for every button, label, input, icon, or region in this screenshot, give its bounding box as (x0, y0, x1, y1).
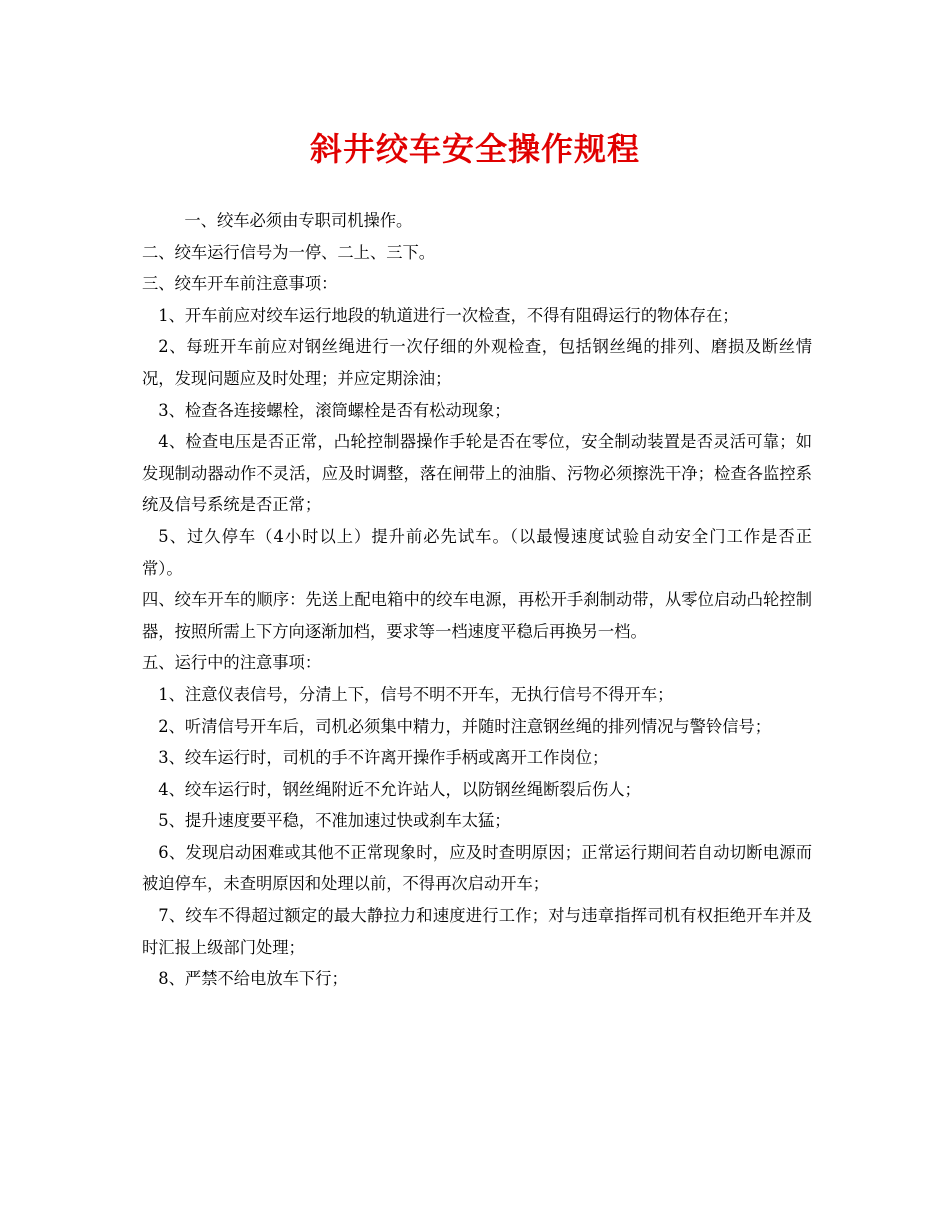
paragraph: 三、绞车开车前注意事项： (142, 274, 338, 294)
paragraph: 2、听清信号开车后，司机必须集中精力，并随时注意钢丝绳的排列情况与警铃信号； (158, 716, 772, 736)
paragraph: 二、绞车运行信号为一停、二上、三下。 (142, 242, 436, 262)
paragraph: 1、开车前应对绞车运行地段的轨道进行一次检查，不得有阻碍运行的物体存在； (158, 305, 739, 325)
document-body (142, 205, 812, 995)
paragraph: 3、检查各连接螺栓，滚筒螺栓是否有松动现象； (158, 400, 511, 420)
paragraph: 5、过久停车（4小时以上）提升前必先试车。（以最慢速度试验自动安全门工作是否正常）。 (142, 526, 812, 578)
paragraph: 1、注意仪表信号，分清上下，信号不明不开车，无执行信号不得开车； (158, 684, 674, 704)
paragraph: 5、提升速度要平稳，不准加速过快或刹车太猛； (158, 811, 511, 831)
paragraph: 3、绞车运行时，司机的手不许离开操作手柄或离开工作岗位； (158, 748, 609, 768)
paragraph: 4、绞车运行时，钢丝绳附近不允许站人，以防钢丝绳断裂后伤人； (158, 779, 641, 799)
paragraph: 2、每班开车前应对钢丝绳进行一次仔细的外观检查，包括钢丝绳的排列、磨损及断丝情况，发现问题应及时处理；并应定期涂油； (142, 337, 812, 388)
paragraph: 7、绞车不得超过额定的最大静拉力和速度进行工作；对与违章指挥司机有权拒绝开车并及时汇报上级部门处理； (142, 906, 812, 957)
document-title: 斜井绞车安全操作规程 (309, 130, 640, 168)
paragraph: 五、运行中的注意事项： (142, 653, 322, 673)
paragraph: 6、发现启动困难或其他不正常现象时，应及时查明原因；正常运行期间若自动切断电源而被迫停车，未查明原因和处理以前，不得再次启动开车； (142, 842, 812, 894)
paragraph: 四、绞车开车的顺序：先送上配电箱中的绞车电源，再松开手刹制动带，从零位启动凸轮控制器，按照所需上下方向逐渐加档，要求等一档速度平稳后再换另一档。 (142, 590, 812, 641)
paragraph: 一、绞车必须由专职司机操作。 (184, 211, 413, 230)
paragraph: 4、检查电压是否正常，凸轮控制器操作手轮是否在零位，安全制动装置是否灵活可靠；如发现制动器动作不灵活，应及时调整，落在闸带上的油脂、污物必须擦洗干净；检查各监控系统及信号系统是否正常； (142, 432, 812, 515)
paragraph: 8、严禁不给电放车下行； (158, 969, 348, 989)
